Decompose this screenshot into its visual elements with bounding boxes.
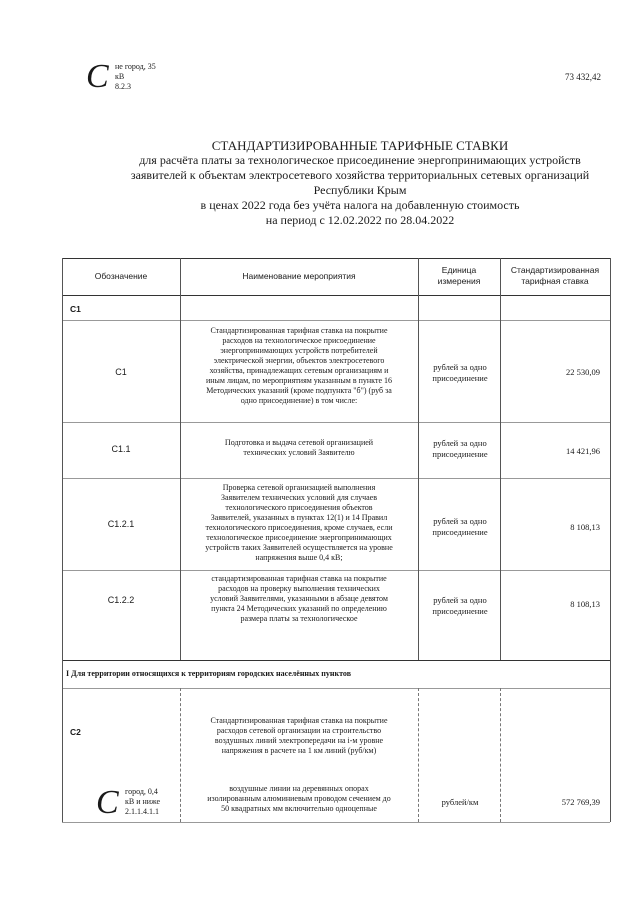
stamp-text: город, 0,4 кВ и ниже 2.1.1.4.1.1: [125, 787, 161, 816]
group-label: С2: [70, 727, 81, 737]
header-name: Наименование мероприятия: [242, 271, 356, 281]
row-unit: рублей за одно присоединение: [432, 438, 488, 459]
stamp-text: не город, 35 кВ 8.2.3: [115, 62, 156, 91]
row-description: стандартизированная тарифная ставка на покрытие расходов на проверку выполнения технических условий Заявителями, указанными в абзаце девятом пункта 24 Методических указаний по определению размера платы за технологическое: [210, 574, 388, 623]
stamp-letter: C: [86, 58, 109, 95]
group-label: С1: [70, 304, 81, 314]
corner-number: 73 432,42: [565, 72, 601, 82]
header-rate: Стандартизированная тарифная ставка: [510, 265, 600, 286]
document-heading: СТАНДАРТИЗИРОВАННЫЕ ТАРИФНЫЕ СТАВКИ для расчёта платы за технологическое присоединение энергопринимающих устройств заявителей к объектам электросетевого хозяйства территориальных сетевых организаций Республики Крым в ценах 2022 года без учёта налога на добавленную стоимость на период с 12.02.2022 по 28.04.2022: [90, 138, 630, 228]
row-code: С1.2.2: [107, 595, 135, 605]
row-code: С1.1: [111, 444, 131, 454]
row-rule: [62, 478, 610, 479]
row-rule: [62, 688, 610, 689]
row-value: 8 108,13: [570, 522, 600, 532]
row-value: 572 769,39: [561, 797, 600, 807]
col-rule: [610, 258, 611, 822]
header-unit: Единица измерения: [437, 265, 481, 286]
stamp-letter: C: [96, 784, 119, 821]
row-unit: рублей за одно присоединение: [432, 362, 488, 383]
row-unit: рублей за одно присоединение: [432, 516, 488, 537]
row-description: воздушные линии на деревянных опорах изолированным алюминиевым проводом сечением до 50 квадратных мм включительно одноцепные: [207, 784, 391, 813]
page-title: СТАНДАРТИЗИРОВАННЫЕ ТАРИФНЫЕ СТАВКИ: [211, 138, 509, 153]
row-rule: [62, 320, 610, 321]
col-rule: [62, 258, 63, 822]
table-bottom-rule: [62, 822, 610, 823]
table-top-rule: [62, 258, 610, 259]
row-description: Проверка сетевой организацией выполнения Заявителем технических условий для случаев технологического присоединения объектов Заявителей, указанных в пунктах 12(1) и 14 Правил технологического присоединения, кроме случаев, если технологическое присоединение энергопринимающих устройств таких Заявителей осуществляется на уровне напряжения выше 0,4 кВ;: [205, 483, 393, 562]
row-value: 8 108,13: [570, 599, 600, 609]
row-unit: рублей за одно присоединение: [432, 595, 488, 616]
row-description: Стандартизированная тарифная ставка на покрытие расходов сетевой организации на строительство воздушных линий электропередачи на i-м уровне напряжения в расчете на 1 км линий (руб/км): [210, 716, 388, 755]
row-rule: [62, 660, 610, 661]
row-code: С1: [115, 367, 127, 377]
header-rule: [62, 295, 610, 296]
section-title: I Для территории относящихся к территориям городских населённых пунктов: [66, 669, 352, 678]
row-value: 22 530,09: [566, 367, 600, 377]
row-description: Подготовка и выдача сетевой организацией технических условий Заявителю: [224, 438, 374, 457]
row-description: Стандартизированная тарифная ставка на покрытие расходов на технологическое присоединение энергопринимающих устройств потребителей электрической энергии, объектов электросетевого хозяйства, принадлежащих сетевым организациям и иным лицам, по мероприятиям указанным в пункте 16 Методических указаний (кроме подпункта "б") (руб за одно присоединение) в том числе:: [205, 326, 393, 405]
header-code: Обозначение: [94, 271, 148, 281]
row-code: С1.2.1: [107, 519, 135, 529]
row-rule: [62, 422, 610, 423]
row-unit: рублей/км: [441, 797, 479, 807]
row-rule: [62, 570, 610, 571]
row-value: 14 421,96: [566, 446, 600, 456]
